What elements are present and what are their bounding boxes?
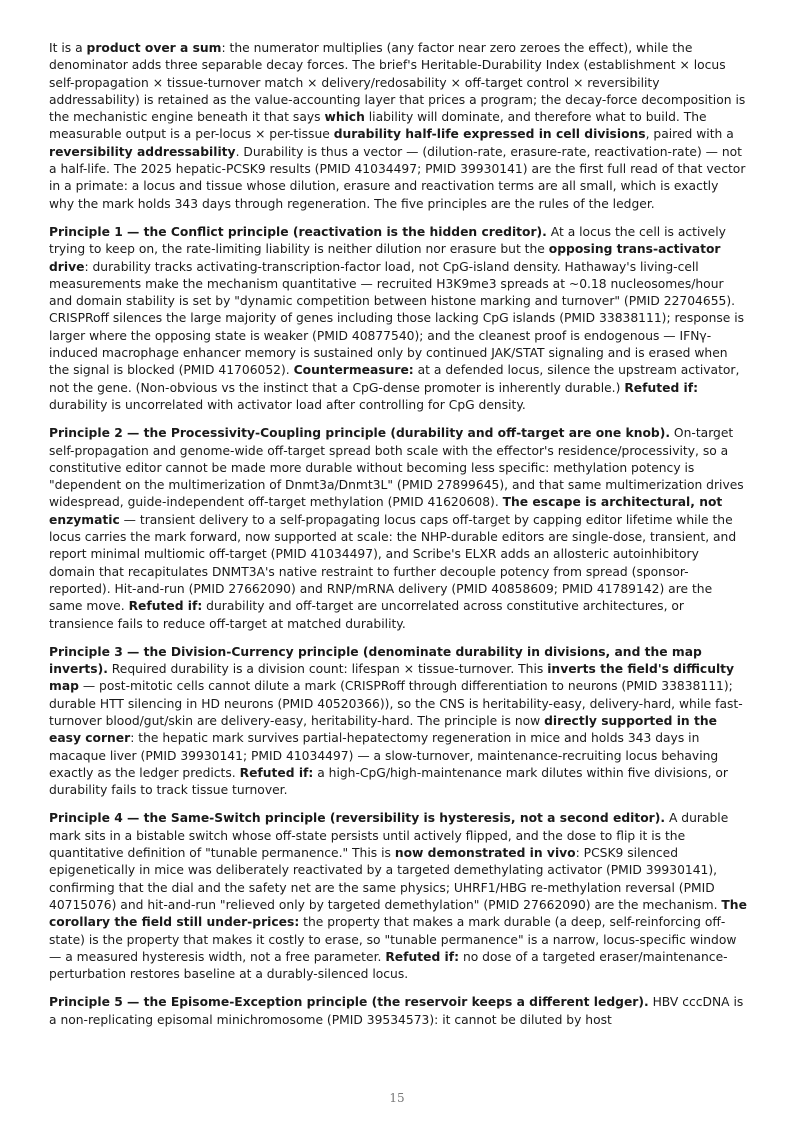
text-run: It is a: [49, 41, 87, 55]
text-run: Required durability is a division count: lifespan × tissue-turnover. This: [107, 662, 548, 677]
bold-run: Principle 2 — the Processivity-Coupling principle (durability and off-target are one knob).: [49, 426, 671, 441]
bold-run: Principle 4 — the Same-Switch principle (reversibility is hysteresis, not a second editor).: [49, 811, 666, 826]
paragraph-principle-3: [49, 644, 747, 800]
text-run: — transient delivery to a self-propagating locus caps off-target by capping editor lifetime while the locus carries the mark forward, now supported at scale: the NHP-durable editors are single-dose, transient, and report minimal multiomic off-target (PMID 41034497), and Scribe's ELXR adds an allosteric autoinhibitory domain that recapitulates DNMT3A's native restraint to further decouple potency from spread (sponsor-reported). Hit-and-run (PMID 27662090) and RNP/mRNA delivery (PMID 40858609; PMID 41789142) are the same move.: [49, 512, 737, 614]
text-run: — post-mitotic cells cannot dilute a mark (CRISPRoff through differentiation to neurons (PMID 33838111); durable HTT silencing in HD neurons (PMID 40520366)), so the CNS is heritability-easy, delivery-hard, while fast-turnover blood/gut/skin are delivery-easy, heritability-hard. The principle is now: [49, 679, 743, 728]
text-run: On-target self-propagation and genome-wide off-target spread both scale with the effector's residence/processivity, so a constitutive editor cannot be made more durable without becoming less specific: methylation potency is "dependent on the multimerization of Dnmt3a/Dnmt3L" (PMID 27899645), and that same multimerization drives widespread, guide-independent off-target methylation (PMID 41620608).: [49, 426, 744, 510]
bold-run: Principle 5 — the Episome-Exception principle (the reservoir keeps a different ledger).: [49, 995, 649, 1010]
text-run: durability is uncorrelated with activator load after controlling for CpG density.: [49, 397, 526, 412]
bold-run: Principle 1 — the Conflict principle (reactivation is the hidden creditor).: [49, 224, 547, 239]
bold-run: opposing trans-activator drive: [49, 242, 721, 274]
bold-run: Refuted if:: [385, 949, 460, 964]
bold-run: Refuted if:: [624, 380, 699, 395]
bold-run: which: [324, 110, 365, 125]
text-run: a high-CpG/high-maintenance mark dilutes within five divisions, or durability fails to track tissue turnover.: [49, 765, 728, 798]
text-run: : durability tracks activating-transcription-factor load, not CpG-island density. Hathaway's living-cell measurements make the mechanism quantitative — recruited H3K9me3 spreads at ~0.18 nucleosomes/hour and domain stability is set by "dynamic competition between histone marking and turnover" (PMID 22704655). CRISPRoff silences the large majority of genes including those lacking CpG islands (PMID 33838111); response is larger where the opposing state is weaker (PMID 40877540); and the cleanest proof is endogenous — IFNγ-induced macrophage enhancer memory is sustained only by continued JAK/STAT signaling and is erased when the signal is blocked (PMID 41706052).: [49, 259, 745, 378]
page-body: [49, 40, 747, 1040]
bold-run: Refuted if:: [239, 765, 314, 780]
text-run: no dose of a targeted eraser/maintenance-perturbation restores baseline at a durably-silenced locus.: [49, 949, 728, 982]
text-run: A durable mark sits in a bistable switch whose off-state persists until actively flipped, and the dose to flip it is the quantitative definition of "tunable permanence." This is: [49, 811, 729, 861]
bold-run: Refuted if:: [128, 599, 203, 614]
text-run: liability will dominate, and therefore what to build. The measurable output is a per-locus × per-tissue: [49, 110, 707, 142]
bold-run: inverts the field's difficulty map: [49, 662, 735, 694]
bold-run: Countermeasure:: [293, 363, 414, 378]
text-run: . Durability is thus a vector — (dilution-rate, erasure-rate, reactivation-rate) — not a half-life. The 2025 hepatic-PCSK9 results (PMID 41034497; PMID 39930141) are the first full read of that vector in a primate: a locus and tissue whose dilution, erasure and reactivation terms are all small, which is exactly why the mark holds 343 days through regeneration. The five principles are the rules of the ledger.: [49, 144, 746, 211]
bold-run: reversibility addressability: [49, 144, 236, 159]
bold-run: now demonstrated in vivo: [394, 846, 576, 861]
page-number: 15: [389, 1091, 405, 1105]
bold-run: durability half-life expressed in cell divisions: [333, 127, 646, 142]
text-run: : the numerator multiplies (any factor near zero zeroes the effect), while the denominator adds three separable decay forces. The brief's Heritable-Durability Index (establishment × locus self-propagation × tissue-turnover match × delivery/redosability × off-target control × reversibility addressability) is retained as the value-accounting layer that prices a program; the decay-force decomposition is the mechanistic engine beneath it that says: [49, 41, 746, 125]
bold-run: Principle 3 — the Division-Currency principle (denominate durability in divisions, and the map inverts).: [49, 644, 702, 677]
bold-run: The escape is architectural, not enzymatic: [49, 495, 723, 527]
bold-run: The corollary the field still under-prices:: [49, 897, 747, 930]
paragraph-principle-2: [49, 425, 747, 633]
bold-run: product over a sum: [86, 41, 222, 55]
paragraph-intro: [49, 40, 747, 213]
paragraph-principle-5: [49, 994, 747, 1029]
paragraph-principle-4: [49, 810, 747, 983]
text-run: the property that makes a mark durable (a deep, self-reinforcing off-state) is the property that makes it costly to erase, so "tunable permanence" is a narrow, locus-specific window — a measured hysteresis width, not a free parameter.: [49, 915, 737, 964]
text-run: at a defended locus, silence the upstream activator, not the gene. (Non-obvious vs the instinct that a CpG-dense promoter is inherently durable.): [49, 363, 740, 395]
text-run: durability and off-target are uncorrelated across constitutive architectures, or transience fails to reduce off-target at matched durability.: [49, 599, 684, 631]
text-run: : PCSK9 silenced epigenetically in mice was deliberately reactivated by a targeted demethylating activator (PMID 39930141), confirming that the dial and the safety net are the same physics; UHRF1/HBG re-methylation reversal (PMID 40715076) and hit-and-run "relieved only by targeted demethylation" (PMID 27662090) are the mechanism.: [49, 846, 722, 912]
text-run: At a locus the cell is actively trying to keep on, the rate-limiting liability is neither dilution nor erasure but the: [49, 224, 726, 257]
text-run: HBV cccDNA is a non-replicating episomal minichromosome (PMID 39534573): it cannot be diluted by host: [49, 995, 744, 1027]
text-run: : the hepatic mark survives partial-hepatectomy regeneration in mice and holds 343 days in macaque liver (PMID 39930141; PMID 41034497) — a slow-turnover, maintenance-recruiting locus behaving exactly as the ledger predicts.: [49, 731, 719, 780]
text-run: , paired with a: [645, 127, 734, 142]
bold-run: directly supported in the easy corner: [49, 713, 717, 746]
paragraph-principle-1: [49, 224, 747, 414]
